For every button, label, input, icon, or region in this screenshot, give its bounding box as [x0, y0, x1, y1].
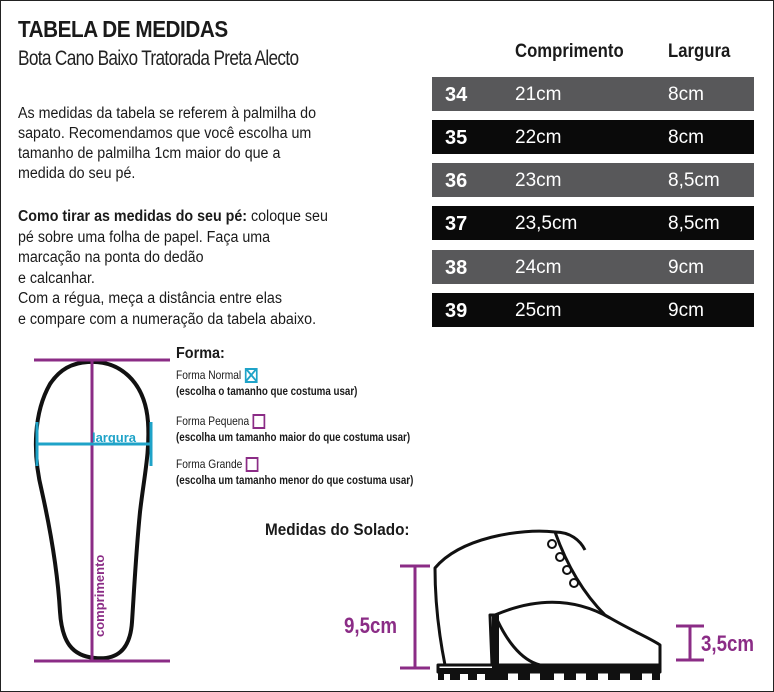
intro-line: medida do seu pé. [18, 165, 136, 182]
size-cell: 38 [445, 257, 468, 279]
width-cell: 8,5cm [668, 213, 720, 234]
checked-checkbox-icon [245, 368, 258, 383]
length-cell: 23cm [515, 170, 562, 191]
forma-option-hint: (escolha um tamanho menor do que costuma usar) [176, 475, 414, 488]
table-row [432, 120, 754, 154]
column-header-length: Comprimento [515, 41, 624, 62]
intro-line: sapato. Recomendamos que você escolha um [18, 125, 312, 142]
table-row [432, 77, 754, 111]
page-title: TABELA DE MEDIDAS [18, 16, 228, 42]
size-cell: 35 [445, 127, 468, 149]
width-label: largura [91, 430, 137, 445]
forma-option-label: Forma Pequena [176, 414, 250, 428]
boot-icon [435, 531, 660, 672]
forma-title: Forma: [176, 345, 225, 362]
howto-line [18, 207, 349, 228]
boot-illustration [380, 520, 750, 690]
forma-option-hint: (escolha um tamanho maior do que costuma usar) [176, 432, 411, 445]
size-cell: 37 [445, 213, 468, 235]
checkbox-icon [253, 414, 266, 429]
intro-line: As medidas da tabela se referem à palmilha do [18, 105, 317, 122]
heel-height-value: 9,5cm [344, 613, 398, 638]
width-cell: 9cm [668, 300, 704, 321]
insole-diagram [20, 352, 180, 672]
howto-label: Como tirar as medidas do seu pé: [18, 208, 248, 225]
length-cell: 22cm [515, 127, 562, 148]
width-cell: 9cm [668, 257, 704, 278]
howto-line: e calcanhar. [18, 269, 95, 287]
forma-option-pequena [176, 414, 410, 444]
length-cell: 21cm [515, 84, 562, 105]
forma-option-hint: (escolha o tamanho que costuma usar) [176, 386, 358, 399]
howto-first-line: coloque seu [247, 208, 328, 225]
platform-height-value: 3,5cm [701, 631, 755, 656]
intro-text [18, 104, 331, 184]
howto-line: pé sobre uma folha de papel. Faça uma [18, 228, 271, 246]
column-header-width: Largura [668, 41, 731, 62]
forma-option-grande [176, 457, 413, 487]
howto-text [18, 207, 349, 330]
table-row [432, 163, 754, 197]
width-cell: 8cm [668, 84, 704, 105]
width-cell: 8cm [668, 127, 704, 148]
length-cell: 23,5cm [515, 213, 578, 234]
product-name: Bota Cano Baixo Tratorada Preta Alecto [18, 47, 299, 70]
width-cell: 8,5cm [668, 170, 720, 191]
size-cell: 39 [445, 300, 468, 322]
forma-option-label: Forma Grande [176, 457, 243, 471]
length-cell: 24cm [515, 257, 562, 278]
intro-line: tamanho de palmilha 1cm maior do que a [18, 145, 281, 162]
length-cell: 25cm [515, 300, 562, 321]
length-label: comprimento [92, 554, 107, 637]
solado-title: Medidas do Solado: [265, 520, 410, 539]
checkbox-icon [246, 457, 259, 472]
table-row [432, 293, 754, 327]
howto-line: e compare com a numeração da tabela abaixo. [18, 310, 317, 328]
table-row [432, 206, 754, 240]
size-cell: 36 [445, 170, 468, 192]
forma-option-label: Forma Normal [176, 368, 242, 382]
table-row [432, 250, 754, 284]
howto-line: Com a régua, meça a distância entre elas [18, 290, 282, 307]
size-cell: 34 [445, 84, 468, 106]
forma-option-normal [176, 368, 357, 398]
howto-line: marcação na ponta do dedão [18, 249, 204, 266]
